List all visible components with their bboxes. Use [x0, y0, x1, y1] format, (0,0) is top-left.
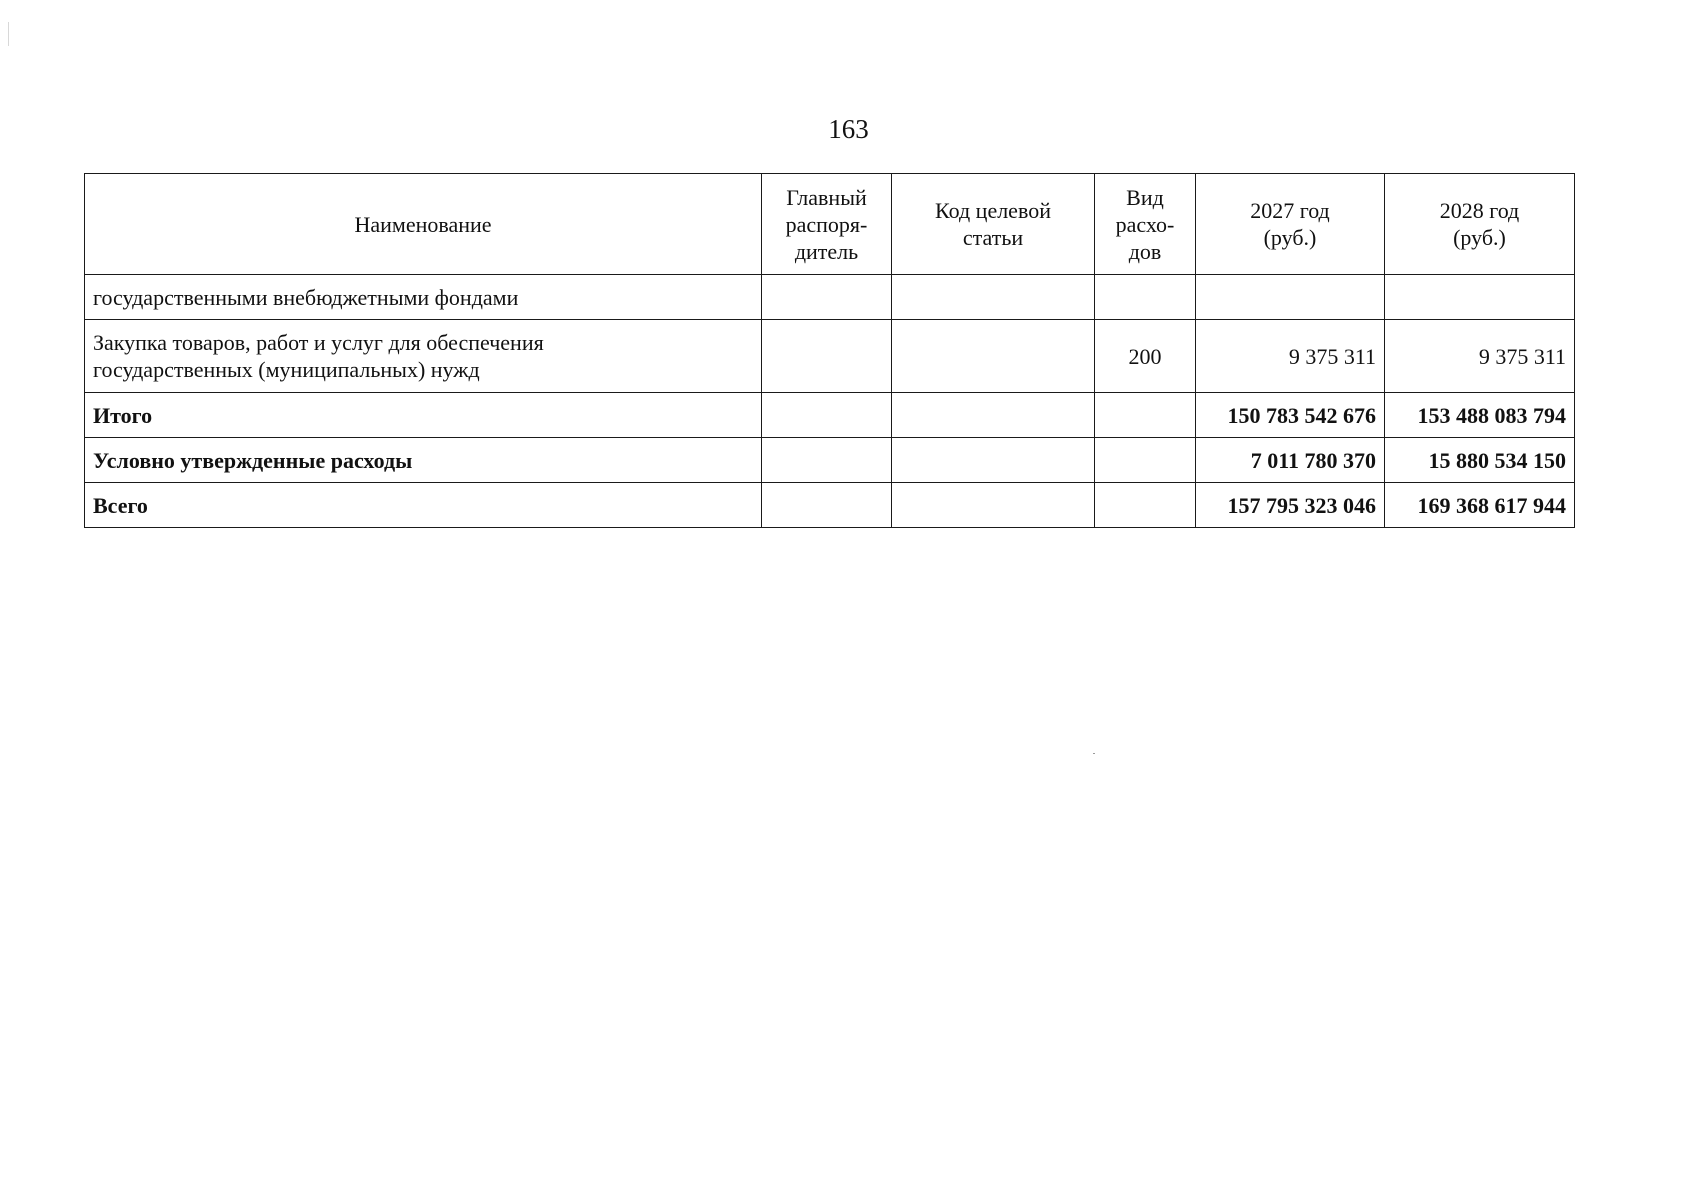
row-amount-2027: 150 783 542 676 [1196, 393, 1385, 438]
row-amount-2028: 169 368 617 944 [1385, 483, 1575, 528]
row-manager [762, 438, 892, 483]
header-year-2028: 2028 год (руб.) [1385, 174, 1575, 275]
row-amount-2028 [1385, 275, 1575, 320]
page-number: 163 [828, 114, 869, 144]
row-amount-2027 [1196, 275, 1385, 320]
table-row-total [85, 393, 1575, 438]
table-row [85, 275, 1575, 320]
table-header-row [85, 174, 1575, 275]
row-expense-type: 200 [1095, 320, 1196, 393]
row-amount-2028: 153 488 083 794 [1385, 393, 1575, 438]
budget-table [84, 173, 1575, 528]
row-target-code [892, 438, 1095, 483]
row-expense-type [1095, 393, 1196, 438]
table-row [85, 320, 1575, 393]
row-expense-type [1095, 438, 1196, 483]
row-expense-type [1095, 483, 1196, 528]
row-target-code [892, 275, 1095, 320]
header-target-code: Код целевой статьи [892, 174, 1095, 275]
header-expense-type: Вид расхо- дов [1095, 174, 1196, 275]
header-year-2027: 2027 год (руб.) [1196, 174, 1385, 275]
row-expense-type [1095, 275, 1196, 320]
row-amount-2027: 9 375 311 [1196, 320, 1385, 393]
row-manager [762, 275, 892, 320]
row-target-code [892, 320, 1095, 393]
row-manager [762, 483, 892, 528]
row-amount-2028: 9 375 311 [1385, 320, 1575, 393]
row-amount-2027: 157 795 323 046 [1196, 483, 1385, 528]
row-name: Всего [85, 483, 762, 528]
row-amount-2028: 15 880 534 150 [1385, 438, 1575, 483]
header-chief-manager: Главный распоря- дитель [762, 174, 892, 275]
row-name: Закупка товаров, работ и услуг для обеспечения государственных (муниципальных) нужд [85, 320, 762, 393]
row-name: Условно утвержденные расходы [85, 438, 762, 483]
row-amount-2027: 7 011 780 370 [1196, 438, 1385, 483]
row-name: государственными внебюджетными фондами [85, 275, 762, 320]
row-target-code [892, 483, 1095, 528]
header-name: Наименование [85, 174, 762, 275]
table-row-conditional [85, 438, 1575, 483]
scan-edge-mark [8, 22, 9, 46]
row-manager [762, 393, 892, 438]
row-manager [762, 320, 892, 393]
scan-speck [1093, 753, 1095, 754]
row-name: Итого [85, 393, 762, 438]
row-target-code [892, 393, 1095, 438]
table-row-grand-total [85, 483, 1575, 528]
